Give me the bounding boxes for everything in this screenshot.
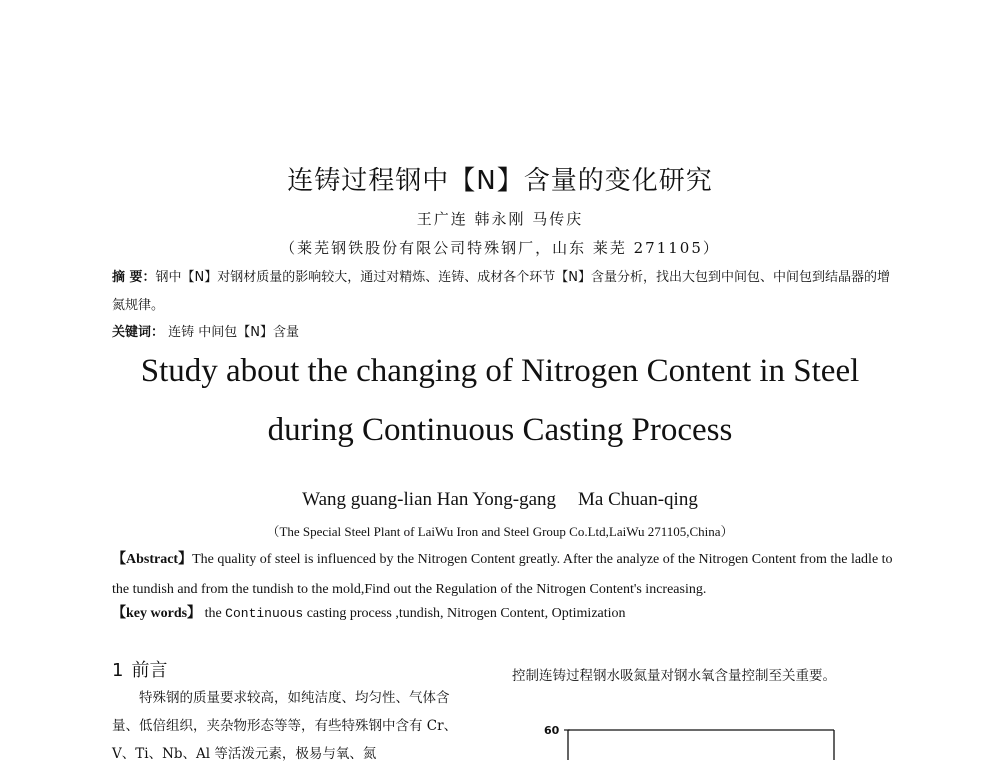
keywords-english-mono: Continuous [225, 606, 304, 621]
abstract-chinese [112, 264, 892, 320]
authors-chinese: 王广连 韩永刚 马传庆 [416, 210, 584, 228]
keywords-english-label: 【key words】 [112, 606, 202, 621]
keywords-chinese-label: 关键词： [112, 325, 165, 340]
abstract-english-label: 【Abstract】 [112, 552, 193, 567]
body-paragraph-right: 控制连铸过程钢水吸氮量对钢水氧含量控制至关重要。 [512, 668, 836, 684]
abstract-chinese-label: 摘 要： [112, 270, 156, 285]
authors-english [0, 489, 1000, 511]
authors-english-group2: Ma Chuan-qing [578, 489, 698, 510]
section-title: 前言 [131, 660, 168, 681]
title-english-line2: during Continuous Casting Process [267, 412, 733, 448]
affiliation-chinese: （莱芜钢铁股份有限公司特殊钢厂，山东 莱芜 271105） [280, 239, 720, 257]
keywords-english-pre: the [204, 606, 226, 621]
section-heading-intro [112, 656, 167, 682]
abstract-chinese-text: 钢中【N】对钢材质量的影响较大，通过对精炼、连铸、成材各个环节【N】含量分析，找出大包到中间包、中间包到结晶器的增氮规律。 [112, 270, 890, 313]
keywords-chinese [112, 321, 299, 340]
abstract-english-text: The quality of steel is influenced by the Nitrogen Content greatly. After the analyze of the Nitrogen Content from the ladle to the tundish and from the tundish to the mold,Find out the Regulation of the Nitrogen Content's increasing. [112, 552, 893, 597]
authors-english-group1: Wang guang-lian Han Yong-gang [302, 489, 557, 510]
body-column-left [112, 684, 472, 768]
abstract-english [112, 545, 902, 605]
body-column-right [512, 662, 892, 690]
y-tick-label: 60 [544, 724, 560, 737]
keywords-chinese-text: 连铸 中间包【N】含量 [168, 325, 300, 340]
keywords-english-text: casting process ,tundish, Nitrogen Content, Optimization [303, 606, 626, 621]
section-number: 1 [112, 660, 124, 681]
title-english-line1: Study about the changing of Nitrogen Content in Steel [140, 353, 860, 389]
title-chinese: 连铸过程钢中【N】含量的变化研究 [287, 166, 713, 196]
chart-svg [542, 722, 842, 760]
keywords-english [112, 602, 626, 622]
affiliation-english: （The Special Steel Plant of LaiWu Iron and Steel Group Co.Ltd,LaiWu 271105,China） [266, 524, 734, 539]
body-paragraph-left: 特殊钢的质量要求较高，如纯洁度、均匀性、气体含量、低倍组织，夹杂物形态等等，有些特殊钢中含有 Cr、V、Ti、Nb、Al 等活泼元素，极易与氧、氮 [112, 690, 458, 762]
chart-figure [542, 722, 842, 760]
